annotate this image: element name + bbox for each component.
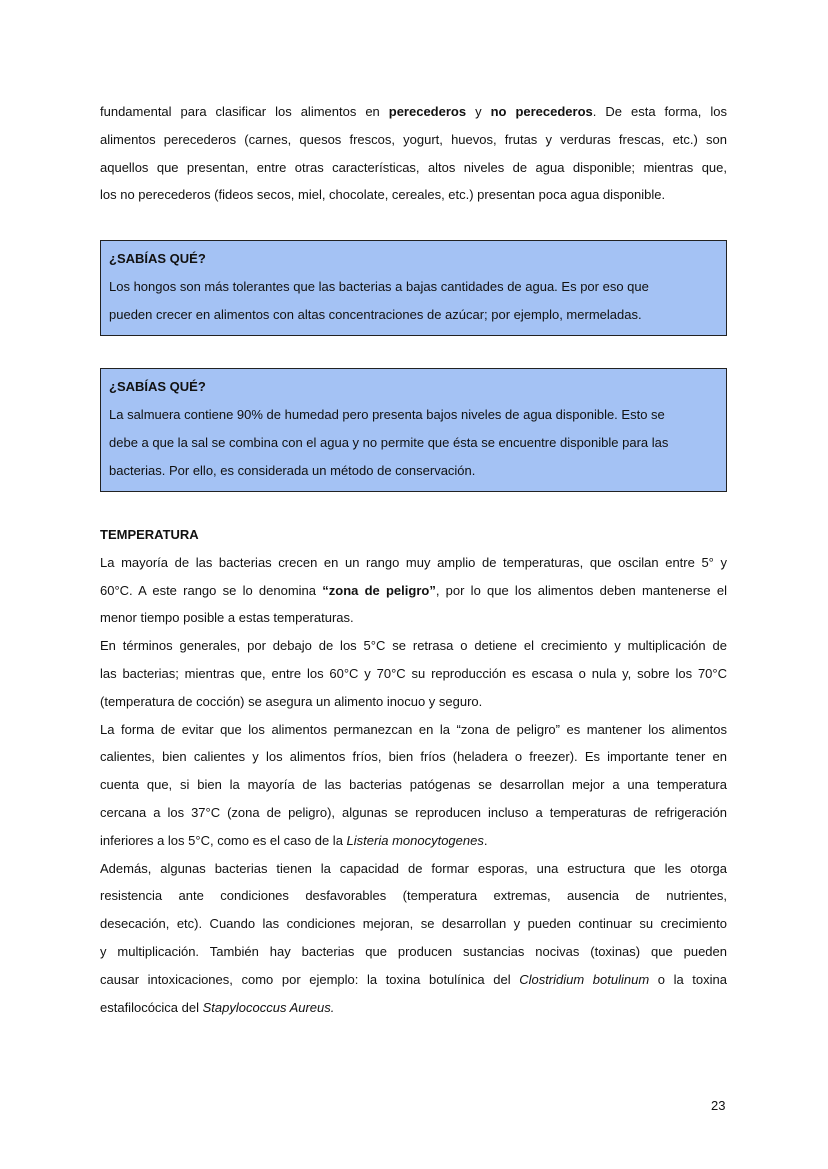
text-span: las bacterias; mientras que, entre los 60°C y 70°C su reproducción es escasa o nula y, sobre los 70°C [100, 665, 727, 681]
text-line [100, 855, 727, 883]
text-span: cercana a los 37°C (zona de peligro), algunas se reproducen incluso a temperaturas de refrigeración [100, 804, 727, 820]
text-span: causar intoxicaciones, como por ejemplo: la toxina botulínica del [100, 971, 520, 987]
italic-text: Clostridium botulinum [519, 971, 650, 987]
text-span: resistencia ante condiciones desfavorables (temperatura extremas, ausencia de nutrientes, [100, 888, 727, 904]
text-span: los no perecederos (fideos secos, miel, chocolate, cereales, etc.) presentan poca agua disponible. [100, 187, 666, 203]
text-line [100, 966, 727, 994]
callout-line: pueden crecer en alimentos con altas concentraciones de azúcar; por ejemplo, mermeladas. [109, 307, 642, 322]
text-line [100, 882, 727, 910]
text-span: (temperatura de cocción) se asegura un alimento inocuo y seguro. [100, 693, 483, 709]
italic-text: Stapylococcus Aureus. [202, 999, 335, 1015]
text-line [100, 827, 727, 855]
text-span: estafilocócica del [100, 999, 203, 1015]
text-line [100, 181, 727, 209]
bold-text: “zona de peligro” [322, 582, 436, 598]
callout-line: La salmuera contiene 90% de humedad pero presenta bajos niveles de agua disponible. Esto se [109, 407, 665, 422]
text-span: . De esta forma, los [592, 104, 727, 119]
text-line [100, 799, 727, 827]
text-span: cuenta que, si bien la mayoría de las bacterias patógenas se desarrollan mejor a una temperatura [100, 777, 727, 793]
text-span: En términos generales, por debajo de los 5°C se retrasa o detiene el crecimiento y multiplicación de [100, 638, 727, 654]
bold-text: perecederos [388, 104, 467, 119]
text-span: desecación, etc). Cuando las condiciones mejoran, se desarrollan y pueden continuar su crecimiento [100, 916, 727, 932]
italic-text: Listeria monocytogenes [346, 832, 484, 848]
text-span: , por lo que los alimentos deben mantenerse el [435, 582, 727, 598]
page-number: 23 [711, 1098, 726, 1113]
text-span: menor tiempo posible a estas temperaturas. [100, 610, 354, 626]
text-span: Además, algunas bacterias tienen la capacidad de formar esporas, una estructura que les otorga [100, 860, 727, 876]
text-span: La mayoría de las bacterias crecen en un rango muy amplio de temperaturas, que oscilan entre 5° y [100, 554, 727, 570]
text-line [100, 938, 727, 966]
text-line [100, 577, 727, 605]
bold-text: no perecederos [490, 104, 593, 119]
text-line [100, 154, 727, 182]
text-span: alimentos perecederos (carnes, quesos frescos, yogurt, huevos, frutas y verduras frescas, etc.) son [100, 131, 727, 147]
text-span: . [483, 832, 488, 848]
temperature-section [100, 521, 727, 1021]
callout-line: debe a que la sal se combina con el agua y no permite que ésta se encuentre disponible para las [109, 435, 669, 450]
text-span: aquellos que presentan, entre otras características, altos niveles de agua disponible; mientras que, [100, 159, 727, 175]
text-line [100, 716, 727, 744]
text-line [100, 771, 727, 799]
text-span: 60°C. A este rango se lo denomina [100, 582, 323, 598]
text-line [100, 549, 727, 577]
text-span: y multiplicación. También hay bacterias que producen sustancias nocivas (toxinas) que pueden [100, 943, 727, 959]
callout-title: ¿SABÍAS QUÉ? [109, 251, 206, 266]
text-span: calientes, bien calientes y los alimentos fríos, bien fríos (heladera o freezer). Es importante tener en [100, 749, 727, 765]
callout-line: bacterias. Por ello, es considerada un método de conservación. [109, 463, 476, 478]
text-span: fundamental para clasificar los alimentos en [100, 104, 389, 119]
text-line [100, 98, 727, 126]
callout-title: ¿SABÍAS QUÉ? [109, 379, 206, 394]
text-line [100, 994, 727, 1022]
text-line [100, 910, 727, 938]
text-span: y [466, 104, 491, 119]
text-line [100, 688, 727, 716]
intro-paragraph [100, 98, 727, 209]
text-line [100, 604, 727, 632]
text-span: La forma de evitar que los alimentos permanezcan en la “zona de peligro” es mantener los alimentos [100, 721, 727, 737]
text-line [100, 660, 727, 688]
did-you-know-box-2 [100, 368, 727, 492]
text-line [100, 632, 727, 660]
text-line [100, 126, 727, 154]
text-line [100, 743, 727, 771]
did-you-know-box-1 [100, 240, 727, 336]
callout-line: Los hongos son más tolerantes que las bacterias a bajas cantidades de agua. Es por eso que [109, 279, 649, 294]
section-heading: TEMPERATURA [100, 527, 199, 542]
text-span: inferiores a los 5°C, como es el caso de la [100, 832, 347, 848]
text-span: o la toxina [649, 971, 727, 987]
